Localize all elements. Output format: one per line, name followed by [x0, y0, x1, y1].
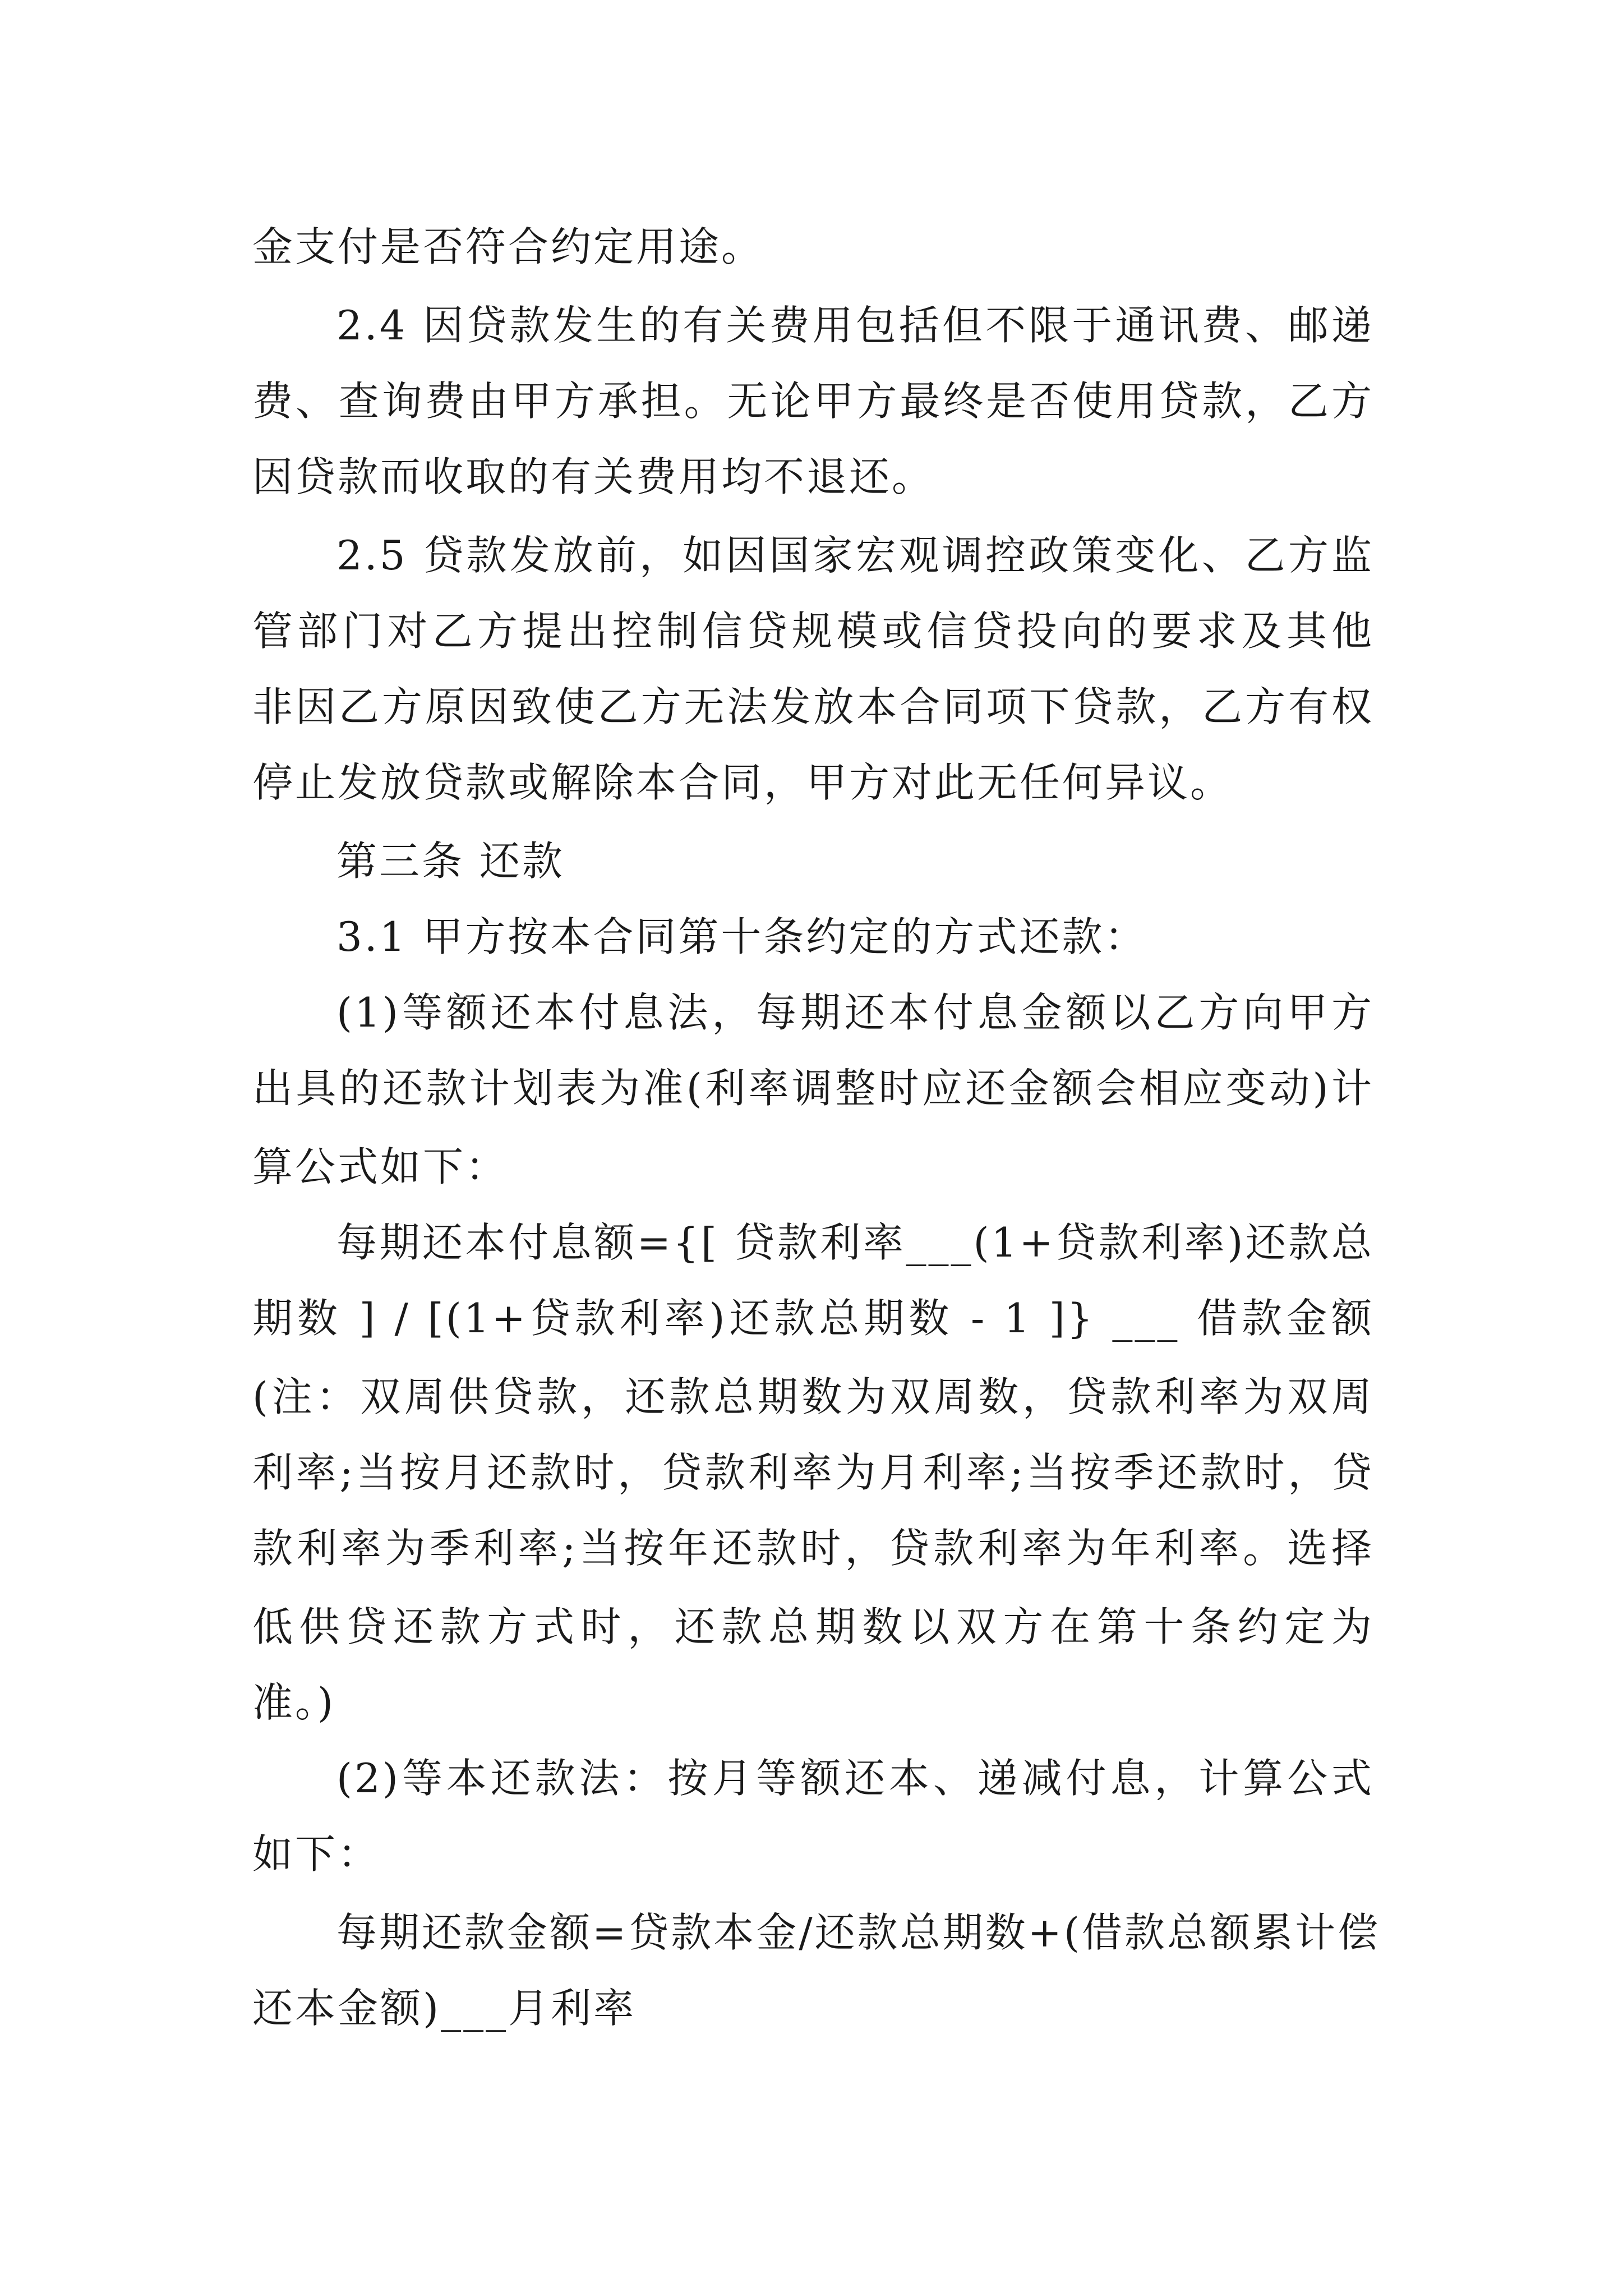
- text-line: 2.5 贷款发放前，如因国家宏观调控政策变化、乙方监: [336, 532, 1374, 579]
- text-line: (1)等额还本付息法，每期还本付息金额以乙方向甲方: [336, 989, 1374, 1036]
- text-line: 出具的还款计划表为准(利率调整时应还金额会相应变动)计: [252, 1065, 1374, 1112]
- text-line: 准。): [252, 1679, 336, 1726]
- text-line: (注：双周供贷款，还款总期数为双周数，贷款利率为双周: [252, 1373, 1374, 1420]
- text-line: 停止发放贷款或解除本合同，甲方对此无任何异议。: [252, 759, 1233, 806]
- text-line: 3.1 甲方按本合同第十条约定的方式还款：: [336, 913, 1147, 960]
- section-heading: 第三条 还款: [336, 838, 565, 885]
- formula-line: 每期还款金额=贷款本金/还款总期数+(借款总额累计偿: [336, 1909, 1381, 1956]
- text-line: 金支付是否符合约定用途。: [252, 223, 764, 270]
- text-line: 2.4 因贷款发生的有关费用包括但不限于通讯费、邮递: [336, 302, 1374, 349]
- formula-line: 期数 ] / [(1+贷款利率)还款总期数 - 1 ]} ___ 借款金额: [252, 1295, 1374, 1342]
- text-line: 管部门对乙方提出控制信贷规模或信贷投向的要求及其他: [252, 608, 1374, 655]
- text-line: 低供贷还款方式时，还款总期数以双方在第十条约定为: [252, 1603, 1374, 1650]
- text-line: 如下：: [252, 1830, 381, 1878]
- text-line: 算公式如下：: [252, 1143, 509, 1190]
- text-line: 利率;当按月还款时，贷款利率为月利率;当按季还款时，贷: [252, 1449, 1374, 1496]
- text-line: 费、查询费由甲方承担。无论甲方最终是否使用贷款，乙方: [252, 378, 1374, 425]
- text-line: 款利率为季利率;当按年还款时，贷款利率为年利率。选择: [252, 1525, 1374, 1572]
- formula-line: 每期还本付息额={[ 贷款利率___(1+贷款利率)还款总: [336, 1219, 1374, 1266]
- formula-line: 还本金额)___月利率: [252, 1985, 637, 2032]
- text-line: 因贷款而收取的有关费用均不退还。: [252, 453, 935, 500]
- text-line: 非因乙方原因致使乙方无法发放本合同项下贷款，乙方有权: [252, 683, 1374, 730]
- text-line: (2)等本还款法：按月等额还本、递减付息，计算公式: [336, 1755, 1374, 1802]
